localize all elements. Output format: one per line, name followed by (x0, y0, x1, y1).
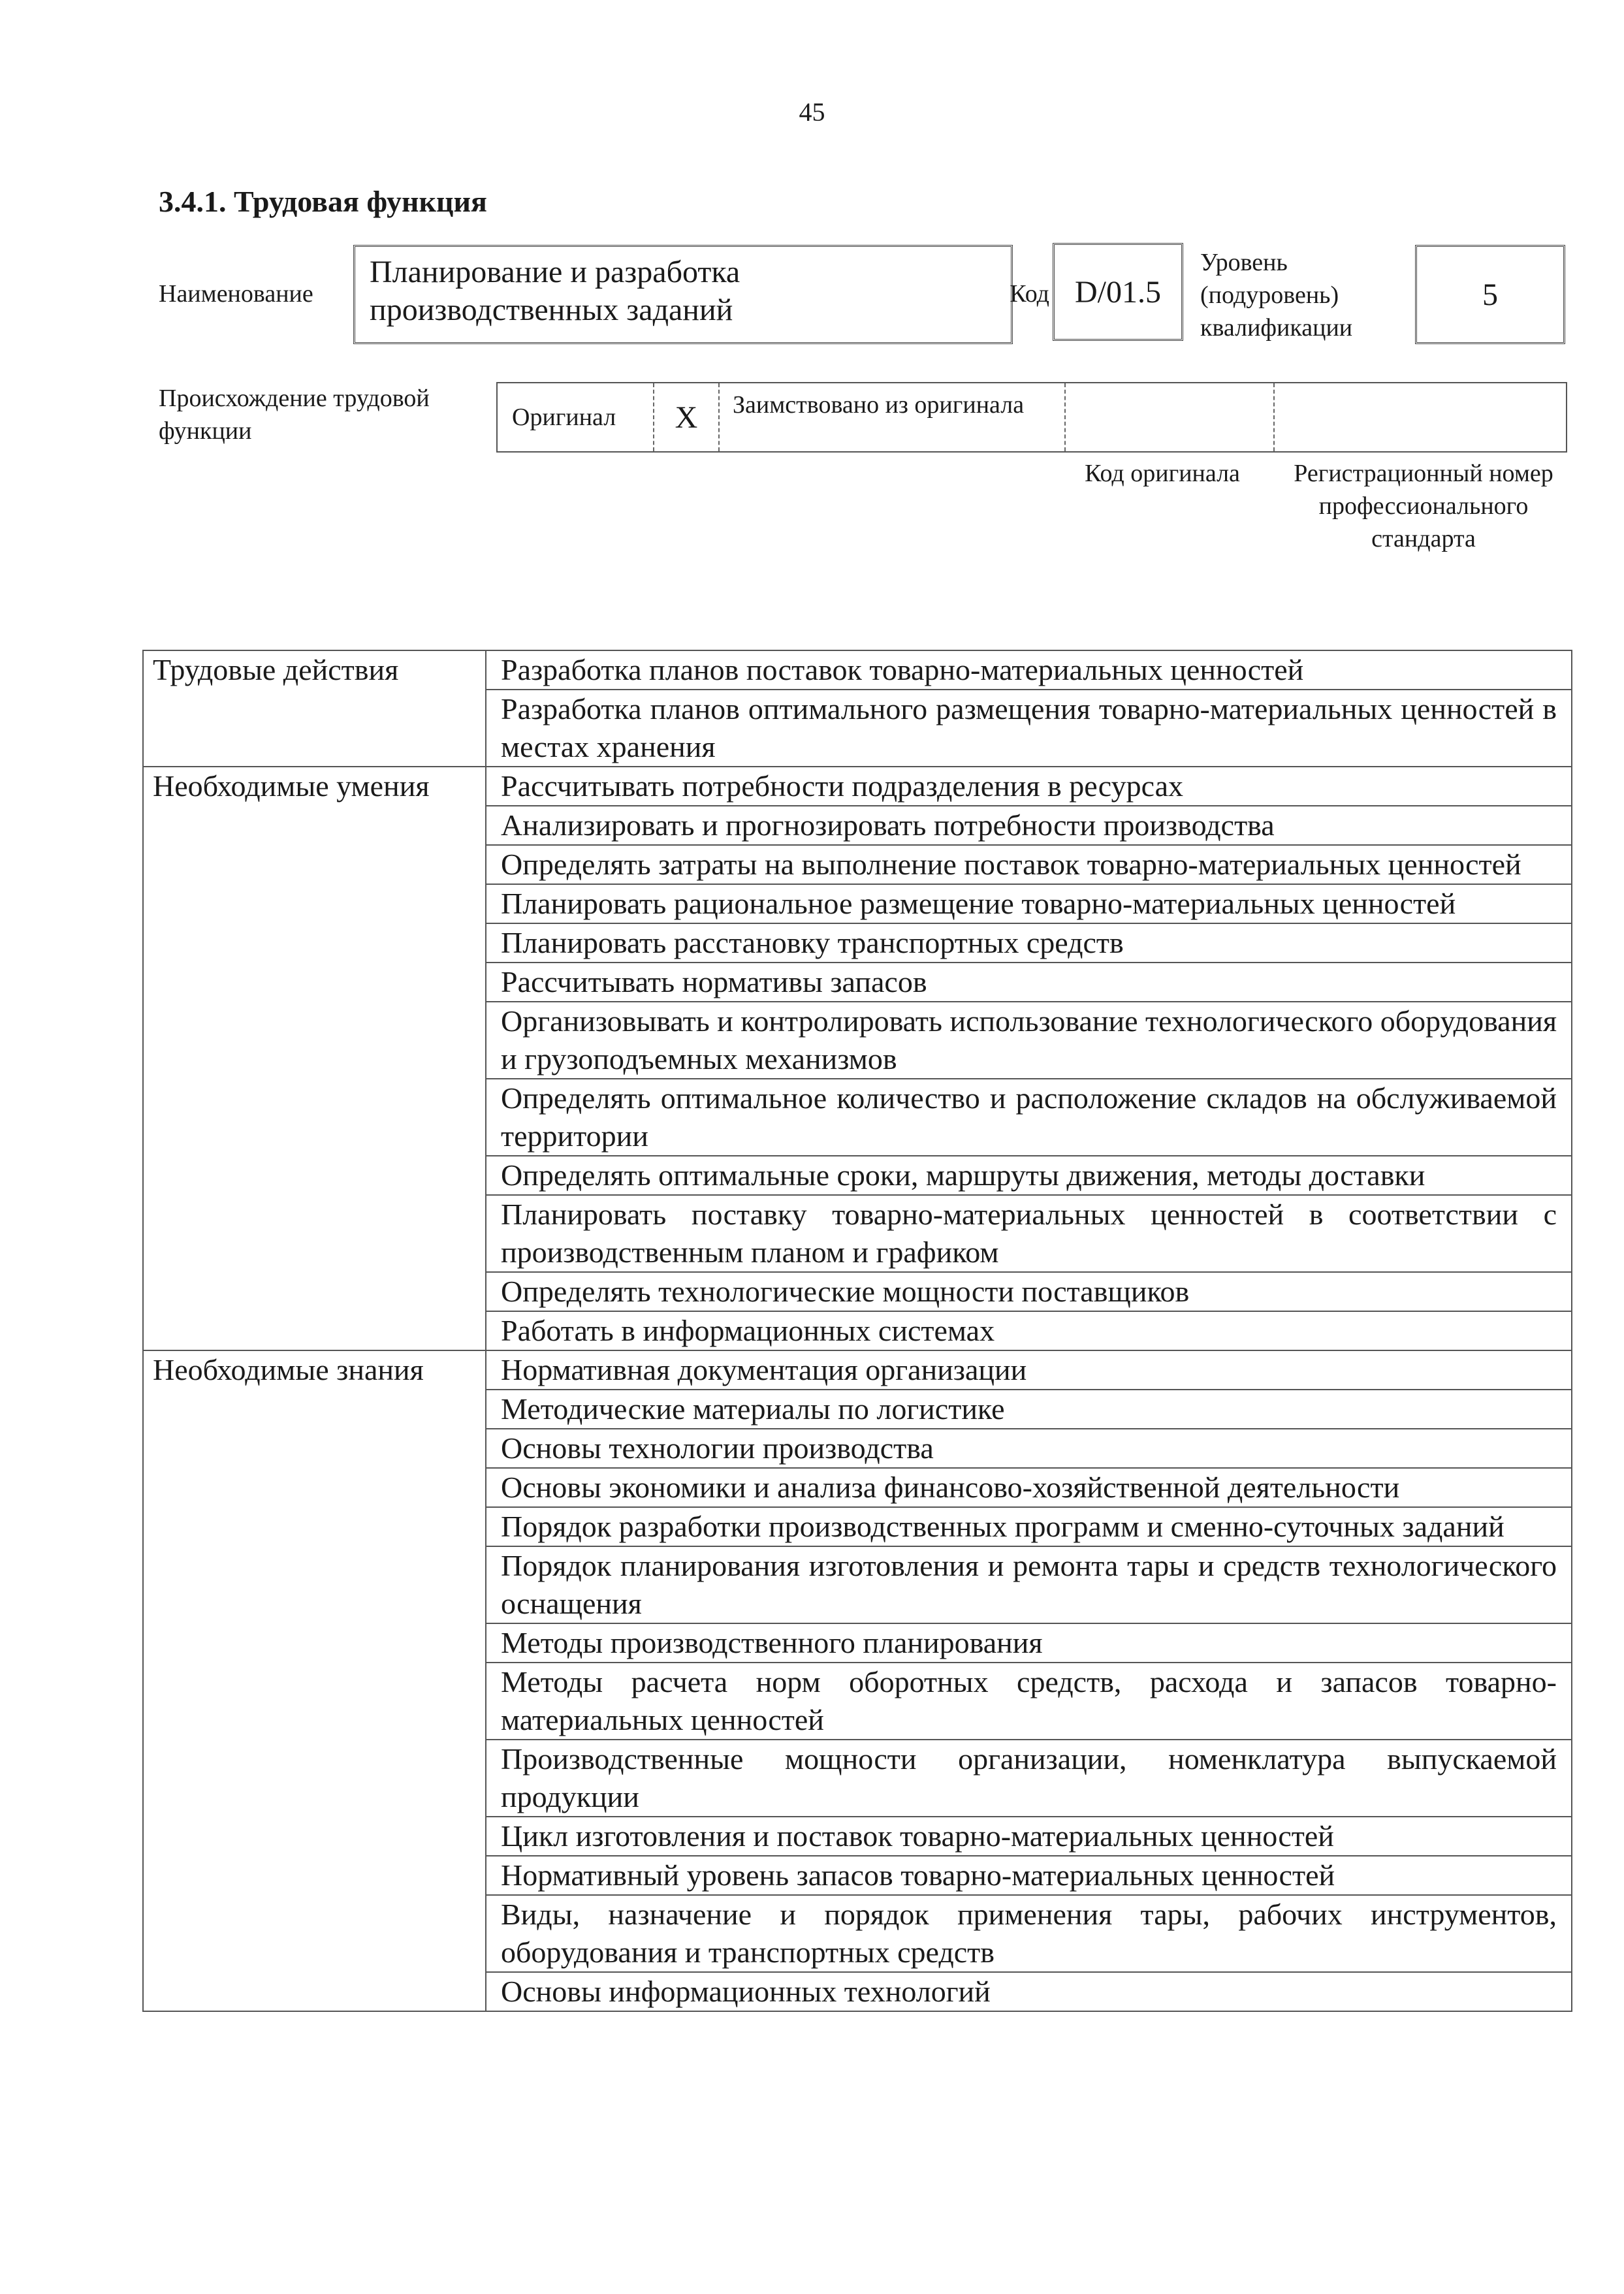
item-cell: Планировать рациональное размещение товарно-материальных ценностей (486, 884, 1572, 923)
item-cell: Определять технологические мощности поставщиков (486, 1272, 1572, 1311)
table-row (143, 767, 1572, 806)
reg-number-cell (1275, 383, 1566, 451)
code-value: D/01.5 (1075, 274, 1161, 310)
reg-number-caption: Регистрационный номер профессионального стандарта (1294, 460, 1553, 552)
category-cell: Трудовые действия (143, 650, 486, 767)
code-original-caption: Код оригинала (1085, 460, 1240, 487)
item-cell: Анализировать и прогнозировать потребности производства (486, 806, 1572, 845)
item-cell: Нормативный уровень запасов товарно-материальных ценностей (486, 1856, 1572, 1895)
name-value: Планирование и разработка производственных заданий (370, 255, 740, 327)
item-cell: Нормативная документация организации (486, 1350, 1572, 1390)
category-cell: Необходимые умения (143, 767, 486, 1350)
item-cell: Методы расчета норм оборотных средств, расхода и запасов товарно-материальных ценностей (486, 1663, 1572, 1740)
category-cell: Необходимые знания (143, 1350, 486, 2011)
item-cell: Производственные мощности организации, номенклатура выпускаемой продукции (486, 1740, 1572, 1817)
item-cell: Порядок разработки производственных программ и сменно-суточных заданий (486, 1507, 1572, 1546)
item-cell: Основы технологии производства (486, 1429, 1572, 1468)
table-row (143, 1350, 1572, 1390)
name-label: Наименование (159, 280, 313, 308)
original-cell (498, 383, 654, 451)
item-cell: Порядок планирования изготовления и ремонта тары и средств технологического оснащения (486, 1546, 1572, 1623)
level-value: 5 (1482, 277, 1498, 312)
item-cell: Определять оптимальные сроки, маршруты движения, методы доставки (486, 1156, 1572, 1195)
item-cell: Рассчитывать потребности подразделения в ресурсах (486, 767, 1572, 806)
original-mark-cell (654, 383, 720, 451)
page-number: 45 (799, 97, 825, 127)
code-label: Код (1010, 280, 1049, 308)
code-value-box (1053, 243, 1183, 341)
item-cell: Цикл изготовления и поставок товарно-материальных ценностей (486, 1817, 1572, 1856)
item-cell: Разработка планов поставок товарно-материальных ценностей (486, 650, 1572, 690)
level-value-box (1415, 245, 1565, 344)
item-cell: Планировать расстановку транспортных средств (486, 923, 1572, 963)
item-cell: Организовывать и контролировать использование технологического оборудования и грузоподъемных механизмов (486, 1002, 1572, 1079)
borrowed-cell (720, 383, 1066, 451)
item-cell: Разработка планов оптимального размещения товарно-материальных ценностей в местах хранения (486, 690, 1572, 767)
item-cell: Определять затраты на выполнение поставок товарно-материальных ценностей (486, 845, 1572, 884)
name-value-box (353, 245, 1013, 344)
item-cell: Планировать поставку товарно-материальных ценностей в соответствии с производственным планом и графиком (486, 1195, 1572, 1272)
item-cell: Основы информационных технологий (486, 1972, 1572, 2011)
competency-table (142, 650, 1572, 2012)
original-label: Оригинал (512, 404, 616, 431)
item-cell: Основы экономики и анализа финансово-хозяйственной деятельности (486, 1468, 1572, 1507)
section-title: 3.4.1. Трудовая функция (159, 185, 487, 218)
item-cell: Работать в информационных системах (486, 1311, 1572, 1350)
code-original-cell (1066, 383, 1275, 451)
level-label: Уровень (подуровень) квалификации (1200, 249, 1353, 342)
table-row (143, 650, 1572, 690)
origin-row (496, 382, 1567, 453)
borrowed-label: Заимствовано из оригинала (733, 391, 1025, 419)
item-cell: Определять оптимальное количество и расположение складов на обслуживаемой территории (486, 1079, 1572, 1156)
item-cell: Рассчитывать нормативы запасов (486, 963, 1572, 1002)
item-cell: Виды, назначение и порядок применения тары, рабочих инструментов, оборудования и транспортных средств (486, 1895, 1572, 1972)
original-mark: X (675, 400, 698, 435)
origin-label: Происхождение трудовой функции (159, 385, 430, 445)
item-cell: Методические материалы по логистике (486, 1390, 1572, 1429)
item-cell: Методы производственного планирования (486, 1623, 1572, 1663)
